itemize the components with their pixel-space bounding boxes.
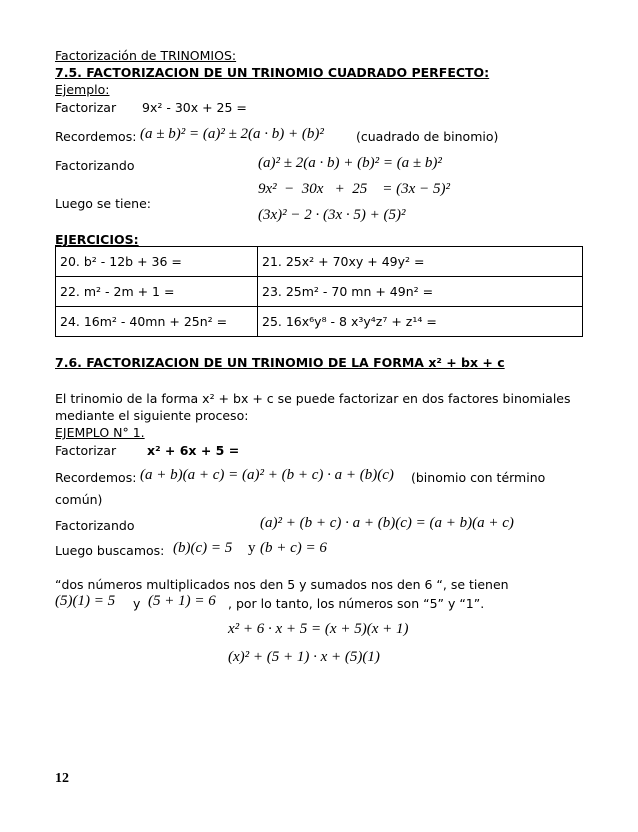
exercise-cell: 20. b² - 12b + 36 = <box>56 247 258 277</box>
luego-buscamos-label: Luego buscamos: <box>55 543 165 558</box>
section-7-5-title: 7.5. FACTORIZACION DE UN TRINOMIO CUADRADO PERFECTO: <box>55 65 490 80</box>
luego-formula-2: (b + c) = 6 <box>260 540 327 556</box>
intro-line-1: El trinomio de la forma x² + bx + c se puede factorizar en dos factores binomiales <box>55 391 571 406</box>
recordemos-label: Recordemos: <box>55 129 137 144</box>
tienen-formula-1: (5)(1) = 5 <box>55 593 116 609</box>
recordemos-label: Recordemos: <box>55 470 137 485</box>
tienen-y: y <box>133 596 141 611</box>
recordemos-note: (binomio con término <box>411 470 546 485</box>
result-line-1: 9x² − 30x + 25 = (3x − 5)² <box>258 181 450 197</box>
intro-line-2: mediante el siguiente proceso: <box>55 408 249 423</box>
recordemos-note-cont: común) <box>55 492 103 507</box>
section-7-6-title: 7.6. FACTORIZACION DE UN TRINOMIO DE LA FORMA x² + bx + c <box>55 355 505 370</box>
exercise-cell: 24. 16m² - 40mn + 25n² = <box>56 307 258 337</box>
tienen-formula-2: (5 + 1) = 6 <box>148 593 216 609</box>
table-row <box>56 277 583 307</box>
section-header: Factorización de TRINOMIOS: <box>55 48 237 63</box>
exercise-cell: 22. m² - 2m + 1 = <box>56 277 258 307</box>
result-line-2: (3x)² − 2 · (3x · 5) + (5)² <box>258 207 406 223</box>
quote-line: “dos números multiplicados nos den 5 y sumados nos den 6 “, se tienen <box>55 577 509 592</box>
factorizando-label: Factorizando <box>55 518 135 533</box>
ejemplo-1-label: EJEMPLO N° 1. <box>55 425 145 440</box>
luego-y: y <box>248 540 256 556</box>
result-line-1: x² + 6 · x + 5 = (x + 5)(x + 1) <box>228 621 409 637</box>
factorizar-label: Factorizar <box>55 100 117 115</box>
factorizando-label: Factorizando <box>55 158 135 173</box>
ejemplo-label: Ejemplo: <box>55 82 110 97</box>
exercises-table <box>55 246 583 337</box>
recordemos-formula: (a + b)(a + c) = (a)² + (b + c) · a + (b)(c) <box>140 467 394 483</box>
recordemos-formula: (a ± b)² = (a)² ± 2(a · b) + (b)² <box>140 126 324 142</box>
factorizar-expression: x² + 6x + 5 = <box>147 443 240 458</box>
exercise-cell: 25. 16x⁶y⁸ - 8 x³y⁴z⁷ + z¹⁴ = <box>258 307 583 337</box>
factorizando-formula: (a)² ± 2(a · b) + (b)² = (a ± b)² <box>258 155 442 171</box>
factorizando-formula: (a)² + (b + c) · a + (b)(c) = (a + b)(a + c) <box>260 515 514 531</box>
page-number: 12 <box>55 771 69 786</box>
tienen-text: , por lo tanto, los números son “5” y “1”. <box>228 596 485 611</box>
ejercicios-title: EJERCICIOS: <box>55 232 139 247</box>
luego-label: Luego se tiene: <box>55 196 151 211</box>
luego-formula-1: (b)(c) = 5 <box>173 540 233 556</box>
factorizar-label: Factorizar <box>55 443 117 458</box>
exercise-cell: 23. 25m² - 70 mn + 49n² = <box>258 277 583 307</box>
exercise-cell: 21. 25x² + 70xy + 49y² = <box>258 247 583 277</box>
recordemos-note: (cuadrado de binomio) <box>356 129 499 144</box>
table-row <box>56 307 583 337</box>
result-line-2: (x)² + (5 + 1) · x + (5)(1) <box>228 649 380 665</box>
table-row <box>56 247 583 277</box>
factorizar-expression: 9x² - 30x + 25 = <box>142 100 247 115</box>
